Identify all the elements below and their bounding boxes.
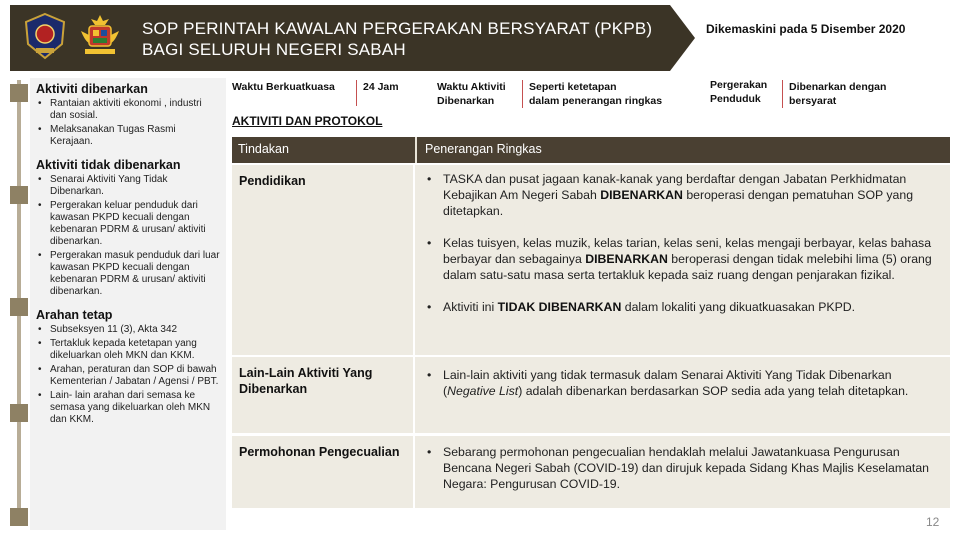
agency-crest-logo xyxy=(20,10,70,62)
activity-time-label-line: Dibenarkan xyxy=(437,95,495,107)
emphasis-text: TIDAK DIBENARKAN xyxy=(497,300,622,314)
allowed-title: Aktiviti dibenarkan xyxy=(36,82,148,96)
standing-order-item: • Subseksyen 11 (3), Akta 342 xyxy=(36,324,220,336)
page-number: 12 xyxy=(926,515,940,529)
activity-time-value xyxy=(522,80,662,108)
row-label-other-activities: Lain-Lain Aktiviti Yang Dibenarkan xyxy=(232,357,413,433)
description-bullet xyxy=(425,171,942,219)
column-header-description: Penerangan Ringkas xyxy=(415,137,950,163)
row-body-education xyxy=(415,165,950,355)
allowed-item: • Melaksanakan Tugas Rasmi Kerajaan. xyxy=(36,124,220,148)
enforcement-value: 24 Jam xyxy=(356,80,399,106)
timeline-marker xyxy=(10,186,28,204)
timeline-marker xyxy=(10,298,28,316)
description-bullet xyxy=(425,299,942,315)
section-heading: AKTIVITI DAN PROTOKOL xyxy=(232,114,383,128)
italic-text: Negative List xyxy=(447,384,519,398)
title-line-1: SOP PERINTAH KAWALAN PERGERAKAN BERSYARAT (PKPB) xyxy=(142,19,653,38)
movement-label-line: Penduduk xyxy=(710,93,761,105)
title-line-2: BAGI SELURUH NEGERI SABAH xyxy=(142,40,406,59)
text: dalam lokaliti yang dikuatkuasakan PKPD. xyxy=(621,300,856,314)
page-title xyxy=(142,18,652,60)
activity-time-label-line: Waktu Aktiviti xyxy=(437,81,506,93)
timeline-marker xyxy=(10,404,28,422)
movement-value-line: Dibenarkan dengan xyxy=(789,81,887,93)
row-label-education: Pendidikan xyxy=(232,165,413,355)
allowed-item: • Rantaian aktiviti ekonomi , industri dan sosial. xyxy=(36,98,220,122)
enforcement-label: Waktu Berkuatkuasa xyxy=(232,81,335,93)
not-allowed-item: • Senarai Aktiviti Yang Tidak Dibenarkan. xyxy=(36,174,220,198)
text: Kelas tuisyen, kelas muzik, kelas tarian, kelas seni, kelas mengaji berbayar, kelas bahasa berbayar dan sebagainya xyxy=(443,236,932,266)
not-allowed-item: • Pergerakan masuk penduduk dari luar kawasan PKPD kecuali dengan kebenaran PDRM & urusan/ aktiviti dibenarkan. xyxy=(36,250,220,298)
timeline-marker xyxy=(10,84,28,102)
standing-order-item: • Lain- lain arahan dari semasa ke semasa yang dikeluarkan oleh MKN dan KKM. xyxy=(36,390,220,426)
updated-date: Dikemaskini pada 5 Disember 2020 xyxy=(706,22,906,36)
standing-order-item: • Tertakluk kepada ketetapan yang dikeluarkan oleh MKN dan KKM. xyxy=(36,338,220,362)
movement-label-line: Pergerakan xyxy=(710,79,768,91)
text: Lain-lain aktiviti yang tidak termasuk dalam Senarai Aktiviti Yang Tidak Dibenarkan ( xyxy=(443,368,892,398)
movement-label xyxy=(710,78,767,106)
column-header-action: Tindakan xyxy=(238,142,289,156)
activity-time-value-line: dalam penerangan ringkas xyxy=(529,95,663,107)
text: beroperasi dengan tidak melebihi lima (5) orang dalam satu-satu masa serta tertakluk kepada saiz ruang dengan penjarakan fizikal. xyxy=(443,252,932,282)
timeline-marker xyxy=(10,508,28,526)
description-bullet xyxy=(425,235,942,283)
standing-orders-section xyxy=(36,308,220,426)
row-body-exemption xyxy=(415,436,950,508)
standing-order-item: • Arahan, peraturan dan SOP di bawah Kementerian / Jabatan / Agensi / PBT. xyxy=(36,364,220,388)
table-header xyxy=(232,137,950,163)
description-bullet: • Sebarang permohonan pengecualian hendaklah melalui Jawatankuasa Pengurusan Bencana Negeri Sabah (COVID-19) dan dirujuk kepada Sidang Khas Majlis Keselamatan Negara: Pengurusan COVID-19. xyxy=(425,444,942,492)
not-allowed-title: Aktiviti tidak dibenarkan xyxy=(36,158,181,172)
movement-value xyxy=(782,80,886,108)
not-allowed-section xyxy=(36,158,220,298)
timeline-bar xyxy=(17,80,21,512)
description-bullet xyxy=(425,367,942,399)
text: ) adalah dibenarkan berdasarkan SOP sedia ada yang telah ditetapkan. xyxy=(518,384,909,398)
activity-time-label xyxy=(437,80,506,108)
text: beroperasi dengan pematuhan SOP yang ditetapkan. xyxy=(443,188,914,218)
row-label-exemption: Permohonan Pengecualian xyxy=(232,436,413,508)
standing-orders-title: Arahan tetap xyxy=(36,308,113,322)
movement-value-line: bersyarat xyxy=(789,95,837,107)
text: Aktiviti ini xyxy=(443,300,498,314)
sidebar-panel xyxy=(30,78,226,530)
emphasis-text: DIBENARKAN xyxy=(600,188,683,202)
text: TASKA dan pusat jagaan kanak-kanak yang berdaftar dengan Jabatan Perkhidmatan Kebajikan Am Negeri Sabah xyxy=(443,172,907,202)
row-body-other-activities xyxy=(415,357,950,433)
activity-time-value-line: Seperti ketetapan xyxy=(529,81,617,93)
coat-of-arms-logo xyxy=(75,10,125,62)
emphasis-text: DIBENARKAN xyxy=(585,252,668,266)
not-allowed-item: • Pergerakan keluar penduduk dari kawasan PKPD kecuali dengan kebenaran PDRM & urusan/ aktiviti dibenarkan. xyxy=(36,200,220,248)
allowed-section xyxy=(36,82,220,148)
